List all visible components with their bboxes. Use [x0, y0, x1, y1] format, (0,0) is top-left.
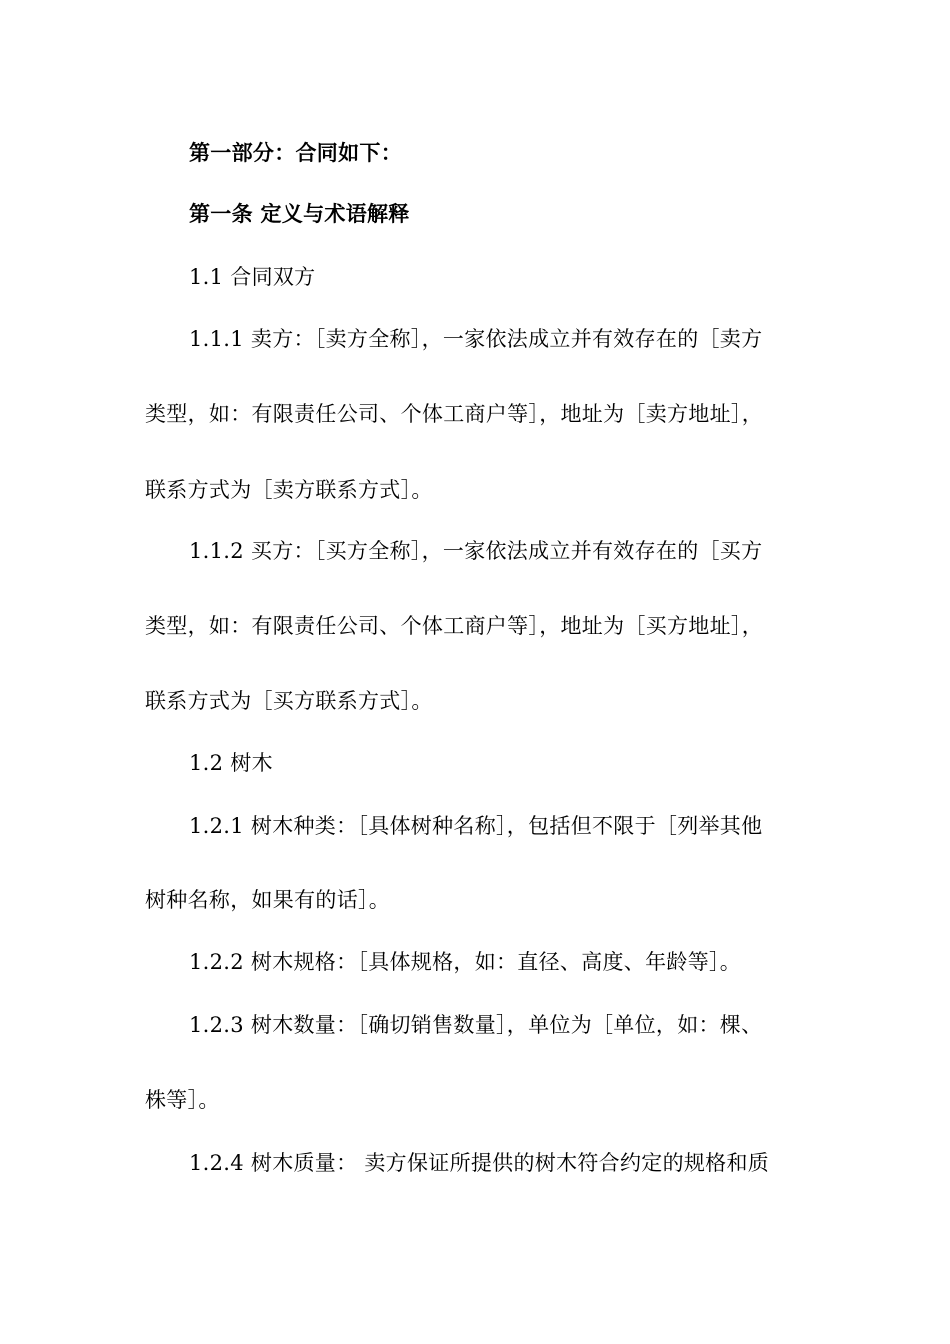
clause-1-1-1-line-2: 类型，如：有限责任公司、个体工商户等］，地址为［卖方地址］， — [145, 402, 763, 426]
article-heading: 第一条 定义与术语解释 — [189, 202, 410, 226]
clause-1-2-1-line-2: 树种名称，如果有的话］。 — [145, 888, 391, 912]
clause-1-2-3-line-1: 1.2.3 树木数量：［确切销售数量］，单位为［单位，如：棵、 — [189, 1013, 763, 1037]
part-heading: 第一部分：合同如下： — [189, 141, 402, 165]
clause-1-1-2-line-1: 1.1.2 买方：［买方全称］，一家依法成立并有效存在的［买方 — [189, 539, 763, 563]
section-1-1-heading: 1.1 合同双方 — [189, 265, 316, 289]
clause-1-1-1-line-1: 1.1.1 卖方：［卖方全称］，一家依法成立并有效存在的［卖方 — [189, 327, 763, 351]
clause-1-1-2-line-3: 联系方式为［买方联系方式］。 — [145, 689, 433, 713]
clause-1-2-1-line-1: 1.2.1 树木种类：［具体树种名称］，包括但不限于［列举其他 — [189, 814, 763, 838]
clause-1-2-4-line-1: 1.2.4 树木质量： 卖方保证所提供的树木符合约定的规格和质 — [189, 1151, 770, 1175]
section-1-2-heading: 1.2 树木 — [189, 751, 273, 775]
clause-1-1-1-line-3: 联系方式为［卖方联系方式］。 — [145, 478, 433, 502]
clause-1-1-2-line-2: 类型，如：有限责任公司、个体工商户等］，地址为［买方地址］， — [145, 614, 763, 638]
clause-1-2-3-line-2: 株等］。 — [145, 1088, 220, 1112]
clause-1-2-2-line-1: 1.2.2 树木规格：［具体规格，如：直径、高度、年龄等］。 — [189, 950, 742, 974]
